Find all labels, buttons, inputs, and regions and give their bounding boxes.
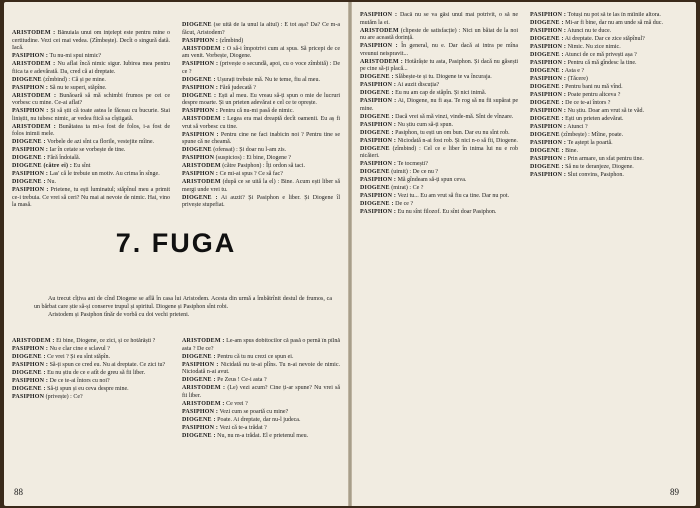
dialogue-line: [182, 385, 340, 400]
speaker-name: PASIPHON :: [360, 209, 397, 215]
chapter-title-area: [4, 228, 348, 268]
dialogue-text: Vezi că te-a trădat ?: [218, 424, 267, 431]
speaker-name: PASIPHON :: [530, 156, 567, 162]
speaker-name: PASIPHON :: [12, 53, 49, 59]
dialogue-text: Nu e clar cine e sclavul ?: [48, 346, 110, 352]
speaker-name: PASIPHON :: [12, 108, 49, 114]
dialogue-line: [12, 179, 170, 187]
dialogue-text: De ce te-ai întors cu noi?: [48, 378, 110, 384]
dialogue-text: (se uită de la unul la altul) : E tot așa? Da? Ce m-a făcut, Aristodem?: [182, 22, 340, 36]
speaker-name: DIOGENE :: [12, 139, 46, 145]
speaker-name: PASIPHON :: [12, 378, 49, 384]
speaker-name: DIOGENE :: [530, 116, 564, 122]
dialogue-line: [360, 193, 518, 201]
speaker-name: ARISTODEM :: [360, 58, 403, 65]
dialogue-text: Fără îndoială.: [45, 155, 81, 161]
speaker-name: PASIPHON :: [12, 346, 49, 352]
dialogue-line: [182, 77, 340, 85]
dialogue-text: (zîmbește) : Mîine, poate.: [559, 132, 624, 138]
speaker-name: PASIPHON :: [182, 61, 219, 67]
dialogue-line: [182, 132, 340, 147]
speaker-name: ARISTODEM :: [182, 45, 226, 52]
dialogue-text: (suspicios) : Ei bine, Diogene ?: [214, 155, 291, 161]
dialogue-line: [360, 209, 518, 217]
dialogue-line: [12, 139, 170, 147]
dialogue-text: Totuși nu pot să te las în mîinile altora.: [566, 12, 661, 18]
speaker-name: ARISTODEM :: [12, 123, 56, 130]
dialogue-text: Dacă vrei să mă vinzi, vinde-mă. Sînt de vînzare.: [393, 113, 514, 120]
dialogue-text: (zîmbind) : Cel ce e liber în inima lui nu e rob nicăieri.: [360, 145, 518, 159]
dialogue-line: [530, 124, 688, 132]
dialogue-line: [12, 346, 170, 354]
speaker-name: DIOGENE :: [360, 90, 394, 96]
speaker-name: DIOGENE :: [360, 113, 394, 120]
speaker-name: DIOGENE :: [12, 179, 46, 185]
dialogue-text: Ce mi-ai spus ? Ce să fac?: [218, 171, 283, 177]
dialogue-text: Prin armare, un sfat pentru tine.: [566, 156, 644, 162]
intro-paragraph: Au trecut cîțiva ani de cînd Diogene se află în casa lui Aristodem. Acesta din urmă a îmbătrînit destul de frumos, ca un bărbat care știe să-și conserve trupul și spiritul. Diogene și Pasiphon sînt robi.: [34, 296, 332, 310]
intro-paragraph: Aristodem și Pasiphon tînăr de vorbă cu doi vechi prieteni.: [48, 311, 190, 318]
speaker-name: DIOGENE :: [182, 377, 216, 383]
dialogue-line: [182, 163, 340, 171]
dialogue-text: Slăbește-te și tu. Diogene te va încuraja.: [393, 74, 492, 80]
dialogue-text: Și să știi că toate astea le făceau cu bucurie. Stai liniștit, nu iubesc nimic, ar vedea fiică sa cîștigată.: [12, 108, 170, 122]
dialogue-line: [12, 394, 170, 402]
dialogue-text: Mi-ar fi bine, dar nu am unde să mă duc.: [563, 20, 663, 26]
dialogue-line: [182, 409, 340, 417]
dialogue-text: Nu știu cum să-ți spun.: [396, 121, 454, 128]
dialogue-line: [360, 138, 518, 146]
speaker-name: DIOGENE :: [360, 74, 394, 80]
dialogue-text: Fără judecată ?: [218, 84, 256, 91]
dialogue-line: [12, 163, 170, 171]
dialogue-text: O să-i împotrivi cum ai spus. Să pricepi de ce am venit. Vorbește, Diogene.: [182, 45, 340, 59]
speaker-name: PASIPHON :: [530, 140, 567, 146]
speaker-name: DIOGENE :: [530, 20, 564, 26]
speaker-name: PASIPHON :: [530, 108, 567, 114]
dialogue-line: [360, 59, 518, 74]
dialogue-text: Nu, nu m-a trădat. El e prietenul meu.: [215, 432, 309, 439]
dialogue-text: Ce vrei ?: [224, 400, 248, 407]
dialogue-line: [182, 147, 340, 155]
dialogue-line: [530, 76, 688, 84]
dialogue-text: Ușurați trebuie mă. Nu te teme, fiu al meu.: [215, 76, 320, 83]
speaker-name: PASIPHON :: [530, 60, 567, 66]
dialogue-line: [530, 116, 688, 124]
speaker-name: PASIPHON :: [360, 43, 398, 49]
dialogue-text: Atunci de ce mă privești așa ?: [563, 52, 637, 58]
dialogue-text: (ofensat) : Și doar nu l-am zis.: [211, 147, 287, 153]
dialogue-line: [12, 85, 170, 93]
dialogue-text: Ai, Diogene, nu fi așa. Te rog să nu fii supărat pe mine.: [360, 98, 518, 112]
dialogue-text: (uimit) : De ce nu ?: [389, 169, 439, 175]
dialogue-text: Vezi cum se poartă cu mine?: [218, 408, 289, 415]
right-column-2: [530, 12, 688, 482]
dialogue-text: Vezi tu... Eu am vrut să fiu ca tine. Dar nu pot.: [396, 193, 510, 199]
speaker-name: PASIPHON :: [182, 171, 219, 177]
dialogue-line: [360, 169, 518, 177]
speaker-name: PASIPHON :: [182, 361, 219, 368]
dialogue-text: Ei bine, Diogene, ce zici, și ce hotărăști ?: [54, 338, 156, 344]
dialogue-text: Le-am spus dobitocilor că pasă o pernă în pîlnă asta ? De ce?: [182, 338, 340, 352]
dialogue-line: [530, 140, 688, 148]
dialogue-text: Să nu te deranjeze, Diogene.: [563, 164, 634, 170]
speaker-name: PASIPHON :: [530, 124, 567, 130]
speaker-name: DIOGENE: [182, 22, 212, 28]
dialogue-line: [360, 82, 518, 90]
dialogue-line: [182, 425, 340, 433]
speaker-name: ARISTODEM :: [12, 30, 56, 36]
dialogue-text: Las' că le trebuie un motiv. Au crima în sînge.: [48, 171, 160, 177]
dialogue-line: [12, 61, 170, 76]
speaker-name: PASIPHON :: [182, 84, 219, 91]
dialogue-line: [182, 433, 340, 441]
dialogue-line: [530, 60, 688, 68]
dialogue-text: De ce ?: [393, 201, 414, 207]
dialogue-line: [530, 84, 688, 92]
dialogue-text: Nu știu. Doar am vrut să te văd.: [566, 108, 645, 114]
page-number-right: 89: [670, 487, 679, 497]
dialogue-line: [182, 362, 340, 377]
speaker-name: PASIPHON :: [12, 84, 49, 91]
dialogue-text: Te tocmești?: [396, 161, 428, 167]
dialogue-text: Bunătatea ta mi-a fost de folos, i-a fost de folos inimii mele.: [12, 123, 170, 137]
left-column-1-top: [12, 30, 170, 228]
dialogue-text: Pentru că tu nu crezi ce spun ei.: [215, 353, 294, 360]
dialogue-text: Ești un prieten adevărat.: [563, 116, 624, 122]
speaker-name: DIOGENE :: [182, 353, 216, 360]
speaker-name: ARISTODEM :: [12, 338, 55, 344]
right-column-1: [360, 12, 518, 482]
dialogue-line: [182, 116, 340, 131]
speaker-name: DIOGENE :: [360, 129, 394, 136]
dialogue-line: [12, 147, 170, 155]
dialogue-text: (privește) : Ce?: [44, 394, 83, 400]
dialogue-text: (Tăcere): [566, 76, 588, 82]
dialogue-line: [360, 201, 518, 209]
dialogue-line: [530, 68, 688, 76]
speaker-name: PASIPHON :: [530, 172, 567, 178]
dialogue-line: [360, 146, 518, 161]
speaker-name: DIOGENE: [12, 76, 42, 83]
dialogue-text: Nu.: [45, 179, 56, 185]
dialogue-line: [182, 377, 340, 385]
speaker-name: PASIPHON :: [360, 161, 397, 167]
dialogue-line: [12, 187, 170, 210]
dialogue-line: [530, 164, 688, 172]
left-column-2-top: [182, 22, 340, 228]
dialogue-line: [12, 77, 170, 85]
dialogue-line: [530, 28, 688, 36]
speaker-name: DIOGENE :: [182, 92, 217, 99]
dialogue-line: [530, 44, 688, 52]
dialogue-line: [182, 46, 340, 61]
dialogue-line: [12, 338, 170, 346]
dialogue-text: Poate pentru altceva ?: [566, 92, 621, 98]
speaker-name: PASIPHON: [12, 394, 45, 400]
dialogue-text: Eu nu știu de ce e atît de greu să fii liber.: [45, 370, 146, 376]
dialogue-text: Iar în cetate se vorbește de tine.: [48, 147, 126, 153]
chapter-intro: [34, 296, 332, 319]
dialogue-line: [530, 100, 688, 108]
dialogue-line: [182, 401, 340, 409]
dialogue-line: [12, 53, 170, 61]
dialogue-text: Ai dreptate. Dar ce zice stăpînul?: [563, 36, 645, 42]
dialogue-text: Poate. Ai dreptate, dar nu-l judeca.: [215, 416, 301, 423]
book-spread: [4, 2, 696, 506]
left-column-1-bottom: [12, 338, 170, 483]
dialogue-text: Atunci nu te duce.: [566, 28, 612, 34]
speaker-name: DIOGENE :: [360, 201, 394, 207]
speaker-name: ARISTODEM :: [182, 385, 226, 391]
speaker-name: PASIPHON :: [12, 187, 49, 193]
dialogue-text: (către Pasiphon) : Îți ordon să taci.: [220, 163, 306, 169]
dialogue-line: [182, 171, 340, 179]
speaker-name: ARISTODEM :: [182, 338, 225, 344]
dialogue-line: [12, 378, 170, 386]
speaker-name: DIOGENE :: [530, 148, 564, 154]
dialogue-line: [360, 74, 518, 82]
speaker-name: DIOGENE :: [530, 68, 564, 74]
dialogue-text: Tu nu-mi spui nimic?: [48, 53, 102, 59]
speaker-name: DIOGENE :: [12, 386, 46, 392]
dialogue-line: [182, 338, 340, 353]
speaker-name: PASIPHON :: [12, 147, 49, 153]
dialogue-line: [360, 12, 518, 27]
dialogue-text: Să-ți spun și eu ceva despre mine.: [45, 386, 129, 392]
dialogue-text: Mă gîndeam să-ți spun ceva.: [396, 177, 467, 183]
dialogue-text: Eu nu sînt filozof. Eu sînt doar Pasiphon.: [396, 209, 497, 215]
dialogue-text: Pentru cine ne faci inabicin noi ? Pentru tine se spune că ne cheamă.: [182, 131, 340, 145]
chapter-title: 7. FUGA: [115, 228, 237, 258]
dialogue-line: [182, 22, 340, 37]
dialogue-text: Pentru că mă gîndesc la tine.: [566, 60, 637, 66]
dialogue-text: Legea era mai dreaptă decît oamenii. Eu aș fi vrut să vorbesc cu tine.: [182, 116, 340, 130]
dialogue-text: Ai auzit? Și Pasiphon e liber. Și Diogene îl privește stupefiat.: [182, 194, 340, 208]
dialogue-text: Eu sînt: [72, 163, 91, 169]
speaker-name: DIOGENE: [360, 185, 390, 191]
dialogue-line: [530, 12, 688, 20]
dialogue-text: Atunci ?: [566, 124, 588, 130]
dialogue-text: Hotărăște tu asta, Pasiphon. Și dacă nu găsești pe cine să-ți placă...: [360, 58, 518, 72]
dialogue-text: Asta e ?: [563, 68, 585, 74]
dialogue-line: [530, 20, 688, 28]
speaker-name: PASIPHON :: [360, 98, 397, 104]
dialogue-line: [12, 124, 170, 139]
dialogue-text: Nimic. Nu zice nimic.: [566, 44, 621, 50]
dialogue-line: [12, 171, 170, 179]
right-page: [352, 2, 696, 506]
dialogue-line: [182, 93, 340, 108]
speaker-name: PASIPHON :: [12, 362, 49, 368]
dialogue-line: [12, 155, 170, 163]
dialogue-line: [12, 30, 170, 53]
dialogue-text: Pasiphon, tu ești un om bun. Dar eu nu sînt rob.: [393, 129, 510, 136]
dialogue-text: Nicidată nu te-ai plîns. Tu n-ai nevoie de nimic. Niciodată n-ai avut.: [182, 361, 340, 375]
dialogue-line: [360, 43, 518, 58]
speaker-name: PASIPHON :: [360, 121, 397, 128]
dialogue-text: Pentru că nu-mi pasă de nimic.: [218, 108, 294, 114]
dialogue-text: Ești al meu. Eu vreau să-ți spun o mie de lucruri despre moarte. Și un prieten adevărat e cel ce te oprește.: [182, 92, 340, 106]
dialogue-text: Să nu te superi, stăpîne.: [48, 84, 107, 91]
speaker-name: PASIPHON :: [12, 171, 49, 177]
speaker-name: DIOGENE: [360, 169, 390, 175]
dialogue-text: Te aștept la poartă.: [566, 140, 613, 146]
dialogue-line: [182, 354, 340, 362]
page-number-left: 88: [14, 487, 23, 497]
dialogue-line: [530, 108, 688, 116]
speaker-name: ARISTODEM :: [12, 61, 56, 67]
dialogue-text: Prietene, tu ești luminatul; stăpînul meu a primit ce-i trebuia. Ce vrei să ceri? Nu mai ai nevoie de nimic. Hai, vino la masă.: [12, 187, 170, 208]
speaker-name: ARISTODEM :: [182, 116, 226, 122]
dialogue-line: [182, 155, 340, 163]
speaker-name: PASIPHON :: [360, 137, 397, 144]
dialogue-line: [360, 114, 518, 122]
speaker-name: PASIPHON :: [530, 76, 567, 82]
speaker-name: ARISTODEM :: [182, 400, 225, 407]
speaker-name: DIOGENE :: [182, 416, 216, 423]
dialogue-text: (mirat) : Ce ?: [389, 185, 424, 191]
dialogue-line: [360, 185, 518, 193]
left-page: [4, 2, 348, 506]
dialogue-text: (zîmbind) : Că și pe mine.: [41, 76, 106, 83]
speaker-name: PASIPHON :: [530, 92, 567, 98]
dialogue-line: [12, 370, 170, 378]
speaker-name: DIOGENE: [182, 147, 212, 153]
dialogue-text: Ai auzit discuția?: [396, 82, 440, 88]
left-column-2-bottom: [182, 338, 340, 483]
dialogue-line: [360, 90, 518, 98]
dialogue-text: Ce vrei ? Și eu sînt stăpîn.: [45, 354, 110, 360]
dialogue-line: [530, 156, 688, 164]
speaker-name: PASIPHON :: [360, 193, 397, 199]
dialogue-line: [182, 417, 340, 425]
dialogue-text: Nu aflai încă nimic sigur. Iubirea mea pentru fiica ta e adevărată. Da, cred că ai dreptate.: [12, 61, 170, 75]
dialogue-line: [12, 354, 170, 362]
speaker-name: DIOGENE :: [182, 432, 216, 439]
dialogue-line: [360, 28, 518, 43]
dialogue-line: [182, 108, 340, 116]
dialogue-text: Pentru bani nu mă vînd.: [563, 84, 623, 90]
speaker-name: DIOGENE :: [182, 76, 216, 83]
speaker-name: PASIPHON :: [530, 12, 567, 18]
dialogue-line: [530, 36, 688, 44]
dialogue-line: [360, 161, 518, 169]
dialogue-line: [360, 177, 518, 185]
dialogue-line: [360, 98, 518, 113]
dialogue-text: Eu nu am cap de stăpîn. Și nici inimă.: [393, 90, 487, 96]
dialogue-text: (privește o secundă, apoi, cu o voce zîmbită) : De ce ?: [182, 61, 340, 75]
dialogue-line: [12, 93, 170, 108]
dialogue-text: Bunăoară să mă schimbi frumos pe cei ce vorbesc cu mine. Ce-ai aflat?: [12, 92, 170, 106]
dialogue-line: [12, 362, 170, 370]
speaker-name: ARISTODEM :: [12, 92, 57, 99]
dialogue-line: [530, 132, 688, 140]
dialogue-text: De ce te-ai întors ?: [563, 100, 611, 106]
dialogue-line: [182, 195, 340, 210]
speaker-name: DIOGENE :: [530, 84, 564, 90]
speaker-name: PASIPHON :: [182, 108, 219, 114]
dialogue-line: [182, 38, 340, 46]
speaker-name: DIOGENE :: [530, 36, 564, 42]
dialogue-text: Dacă nu se va găsi unul mai potrivit, o să ne mutăm la ei.: [360, 12, 518, 26]
dialogue-text: Bănuiala unui om ințelept este pentru mine o certitudine. Vezi cei mai vedea. (Zîmbește). Decît o singură dată. Iacă.: [12, 30, 170, 51]
speaker-name: DIOGENE :: [182, 194, 218, 201]
dialogue-text: Să-ți spun ce cred eu. Nu ai dreptate. Ce zici tu?: [48, 362, 166, 368]
speaker-name: DIOGENE (către ei) :: [12, 163, 73, 169]
dialogue-text: (după ce se uită la el) : Bine. Acum ești liber să mergi unde vrei tu.: [182, 179, 340, 193]
speaker-name: DIOGENE :: [12, 155, 46, 161]
speaker-name: PASIPHON :: [360, 82, 397, 88]
dialogue-text: Pe Zeus ! Ce-i asta ?: [215, 377, 267, 383]
dialogue-text: (zîmbind): [218, 37, 244, 44]
speaker-name: DIOGENE: [530, 132, 560, 138]
speaker-name: ARISTODEM: [182, 179, 221, 185]
speaker-name: PASIPHON :: [530, 44, 567, 50]
dialogue-text: (Le) vezi acum? Cine ți-ar spune? Nu vrei să fii liber.: [182, 385, 340, 399]
speaker-name: PASIPHON :: [182, 408, 219, 415]
speaker-name: DIOGENE :: [530, 52, 564, 58]
dialogue-line: [530, 92, 688, 100]
dialogue-line: [12, 386, 170, 394]
dialogue-line: [530, 148, 688, 156]
speaker-name: PASIPHON :: [182, 424, 219, 431]
dialogue-text: Vorbele de azi sînt ca florile, vestejite mîine.: [45, 139, 155, 145]
dialogue-text: (clipeste de satisfacție) : Nici un băiat de la noi nu are această dorință.: [360, 27, 518, 41]
speaker-name: DIOGENE :: [530, 164, 564, 170]
speaker-name: PASIPHON :: [530, 28, 567, 34]
dialogue-line: [182, 85, 340, 93]
dialogue-line: [12, 108, 170, 123]
dialogue-line: [530, 52, 688, 60]
dialogue-line: [182, 61, 340, 76]
speaker-name: DIOGENE: [360, 145, 390, 152]
speaker-name: DIOGENE :: [12, 370, 46, 376]
dialogue-line: [360, 130, 518, 138]
speaker-name: PASIPHON: [182, 155, 215, 161]
speaker-name: ARISTODEM: [182, 163, 221, 169]
speaker-name: PASIPHON :: [360, 12, 398, 18]
dialogue-line: [530, 172, 688, 180]
speaker-name: DIOGENE :: [530, 100, 564, 106]
speaker-name: PASIPHON :: [182, 37, 219, 44]
dialogue-line: [360, 122, 518, 130]
speaker-name: ARISTODEM: [360, 27, 399, 34]
speaker-name: DIOGENE :: [12, 354, 46, 360]
dialogue-text: Slut convins, Pasiphon.: [566, 172, 624, 178]
dialogue-text: Niciodată n-ai fost rob. Și nici n-o să fii, Diogene.: [396, 137, 518, 144]
dialogue-line: [182, 179, 340, 194]
dialogue-text: Bine.: [563, 148, 578, 154]
speaker-name: PASIPHON :: [360, 177, 397, 183]
speaker-name: PASIPHON :: [182, 131, 219, 138]
dialogue-text: În general, nu e. Dar dacă ai intra pe mîna vreunui neispravit...: [360, 43, 518, 57]
